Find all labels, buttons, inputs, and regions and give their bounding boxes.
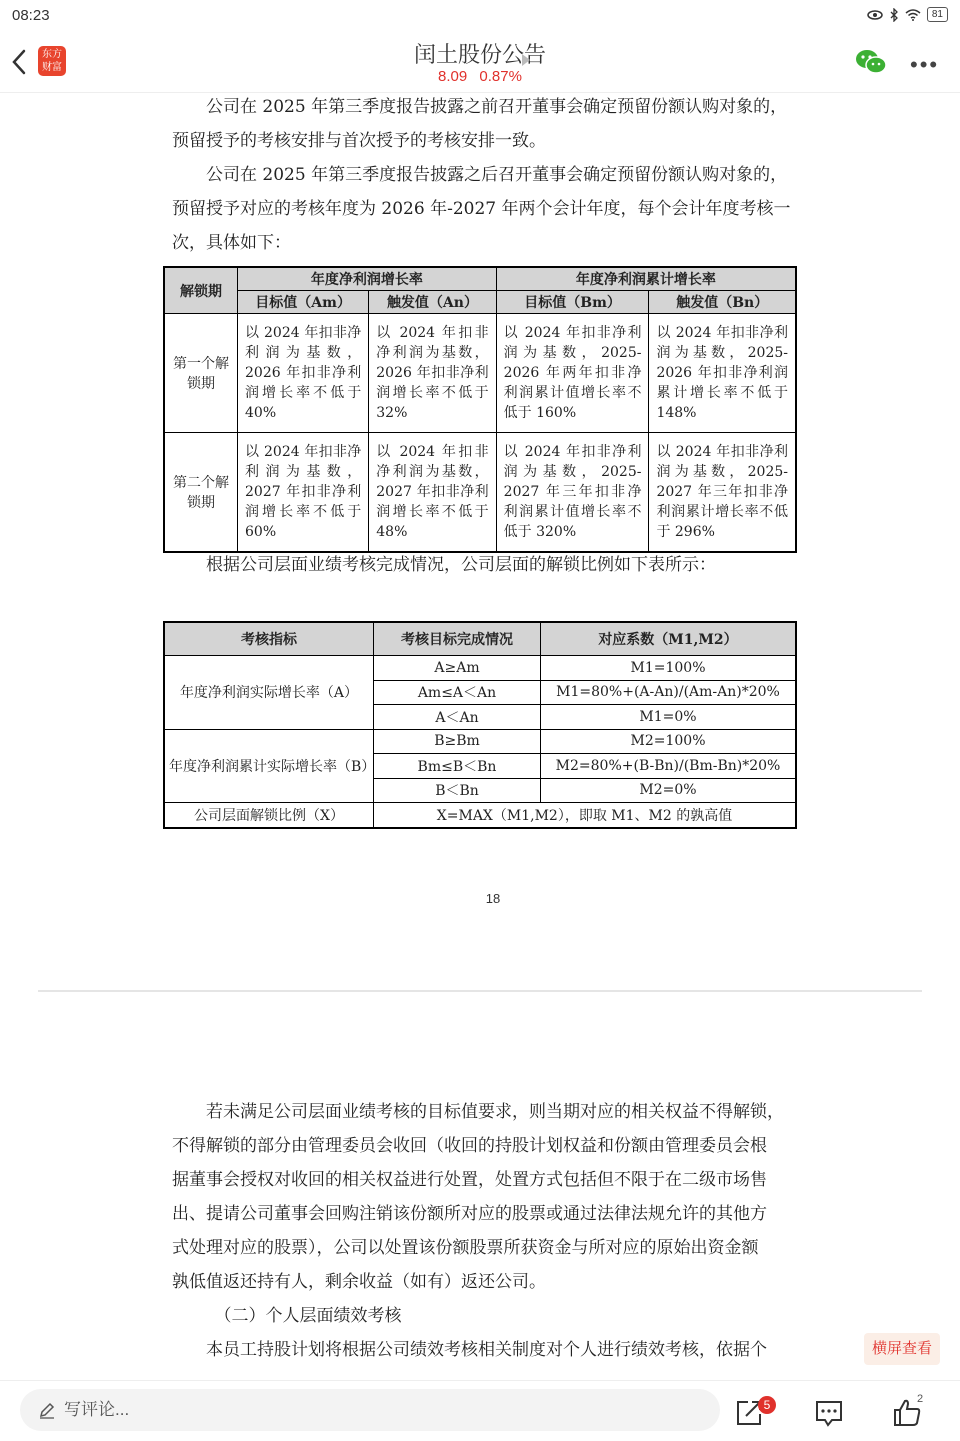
- battery-indicator: 81: [927, 7, 948, 22]
- like-count: 2: [917, 1393, 924, 1405]
- table-cell: 以 2024 年扣非净利润为基数，2025-2027 年三年扣非净利润累计值增长率不低于 320%: [496, 433, 649, 553]
- doc-paragraph-3: [172, 1095, 798, 1367]
- table-cell: Am≤A＜An: [374, 680, 541, 705]
- app-header: [0, 34, 960, 93]
- eye-icon: [867, 9, 883, 21]
- table-cell: M2=0%: [541, 778, 797, 803]
- more-options-icon[interactable]: •••: [910, 52, 940, 77]
- doc-line: 预留授予对应的考核年度为 2026 年-2027 年两个会计年度，每个会计年度考核一: [172, 199, 791, 219]
- doc-line: 若未满足公司层面业绩考核的目标值要求，则当期对应的相关权益不得解锁，: [206, 1102, 784, 1122]
- doc-paragraph-1: [172, 90, 798, 260]
- table-header: 考核指标: [164, 622, 374, 656]
- table-cell: 年度净利润实际增长率（A）: [164, 656, 374, 730]
- stock-change: 0.87%: [479, 68, 522, 85]
- table-cell: M1=0%: [541, 705, 797, 730]
- table-row: [164, 729, 796, 754]
- doc-line: 据董事会授权对收回的相关权益进行处置，处置方式包括但不限于在二级市场售: [172, 1170, 767, 1190]
- pen-icon: [38, 1401, 56, 1419]
- table-cell: Bm≤B＜Bn: [374, 754, 541, 779]
- table-header: 考核目标完成情况: [374, 622, 541, 656]
- doc-line: 公司在 2025 年第三季度报告披露之后召开董事会确定预留份额认购对象的，: [206, 165, 788, 185]
- doc-line: 孰低值返还持有人，剩余收益（如有）返还公司。: [172, 1272, 546, 1292]
- doc-line: 预留授予的考核安排与首次授予的考核安排一致。: [172, 131, 546, 151]
- table-cell: A＜An: [374, 705, 541, 730]
- table-cell: M2=100%: [541, 729, 797, 754]
- doc-line: 式处理对应的股票），公司以处置该份额股票所获资金与所对应的原始出资金额: [172, 1238, 759, 1258]
- table-row: [164, 803, 796, 828]
- table-cell: M2=80%+(B-Bn)/(Bm-Bn)*20%: [541, 754, 797, 779]
- table-header: 解锁期: [164, 267, 238, 314]
- landscape-view-button[interactable]: 横屏查看: [864, 1333, 940, 1365]
- status-icons: [867, 7, 948, 22]
- table-header: 目标值（Am）: [238, 291, 369, 314]
- bottom-bar: [0, 1380, 960, 1441]
- doc-line: 出、提请公司董事会回购注销该份额所对应的股票或通过法律法规允许的其他方: [172, 1204, 767, 1224]
- doc-line: 根据公司层面业绩考核完成情况，公司层面的解锁比例如下表所示：: [206, 555, 716, 575]
- table-cell: B＜Bn: [374, 778, 541, 803]
- page-title[interactable]: 闰土股份公告: [413, 42, 546, 67]
- stock-quote[interactable]: [0, 68, 960, 85]
- status-bar: [0, 0, 960, 34]
- table-cell: 第一个解锁期: [164, 314, 238, 433]
- app-logo-text: 东方财富: [42, 49, 62, 73]
- table-header: 触发值（Bn）: [649, 291, 796, 314]
- doc-line: 不得解锁的部分由管理委员会收回（收回的持股计划权益和份额由管理委员会根: [172, 1136, 767, 1156]
- table-cell: 以 2024 年扣非净利润为基数，2026 年扣非净利润增长率不低于 40%: [238, 314, 369, 433]
- table-header: 对应系数（M1,M2）: [541, 622, 797, 656]
- table-cell: 以 2024 年扣非净利润为基数，2027 年扣非净利润增长率不低于 48%: [369, 433, 496, 553]
- wechat-share-icon[interactable]: [855, 49, 887, 75]
- bluetooth-icon: [889, 8, 899, 22]
- table-cell: B≥Bm: [374, 729, 541, 754]
- table-cell: 第二个解锁期: [164, 433, 238, 553]
- table-cell: A≥Am: [374, 656, 541, 681]
- doc-paragraph-2: [172, 548, 798, 582]
- table-header: 年度净利润增长率: [238, 267, 497, 291]
- table-cell: 公司层面解锁比例（X）: [164, 803, 374, 828]
- table-cell: 以 2024 年扣非净利润为基数，2025-2026 年扣非净利润累计增长率不低于 148%: [649, 314, 796, 433]
- table-header: 年度净利润累计增长率: [496, 267, 796, 291]
- doc-line: 公司在 2025 年第三季度报告披露之前召开董事会确定预留份额认购对象的，: [206, 97, 788, 117]
- table-header: 触发值（An）: [369, 291, 496, 314]
- table-row: [164, 314, 796, 433]
- table-header: 目标值（Bm）: [496, 291, 649, 314]
- table-cell: 以 2024 年扣非净利润为基数，2025-2027 年三年扣非净利润累计增长率不低于 296%: [649, 433, 796, 553]
- performance-target-table: [163, 266, 797, 553]
- doc-line: 本员工持股计划将根据公司绩效考核相关制度对个人进行绩效考核，依据个: [206, 1340, 767, 1360]
- title-arrow-icon[interactable]: [522, 54, 530, 66]
- unlock-ratio-table: [163, 621, 797, 829]
- page-divider: [38, 990, 922, 992]
- comment-placeholder: 写评论...: [64, 1400, 130, 1419]
- status-time: 08:23: [12, 7, 50, 24]
- table-row: [164, 433, 796, 553]
- table-cell: 以 2024 年扣非净利润为基数，2027 年扣非净利润增长率不低于 60%: [238, 433, 369, 553]
- stock-price: 8.09: [438, 68, 468, 85]
- table-cell: 以 2024 年扣非净利润为基数，2025-2026 年两年扣非净利润累计值增长率不低于 160%: [496, 314, 649, 433]
- comments-icon[interactable]: [814, 1397, 844, 1427]
- table-cell: M1=100%: [541, 656, 797, 681]
- doc-line: （二）个人层面绩效考核: [214, 1306, 402, 1326]
- wifi-icon: [905, 8, 921, 21]
- table-cell: 以 2024 年扣非净利润为基数，2026 年扣非净利润增长率不低于 32%: [369, 314, 496, 433]
- table-cell: 年度净利润累计实际增长率（B）: [164, 729, 374, 803]
- share-count-badge: 5: [758, 1396, 776, 1414]
- comment-input[interactable]: [20, 1389, 720, 1431]
- page-number: 18: [485, 891, 501, 906]
- table-cell: X=MAX（M1,M2），即取 M1、M2 的孰高值: [374, 803, 797, 828]
- table-cell: M1=80%+(A-An)/(Am-An)*20%: [541, 680, 797, 705]
- table-row: [164, 656, 796, 681]
- doc-line: 次，具体如下：: [172, 233, 291, 253]
